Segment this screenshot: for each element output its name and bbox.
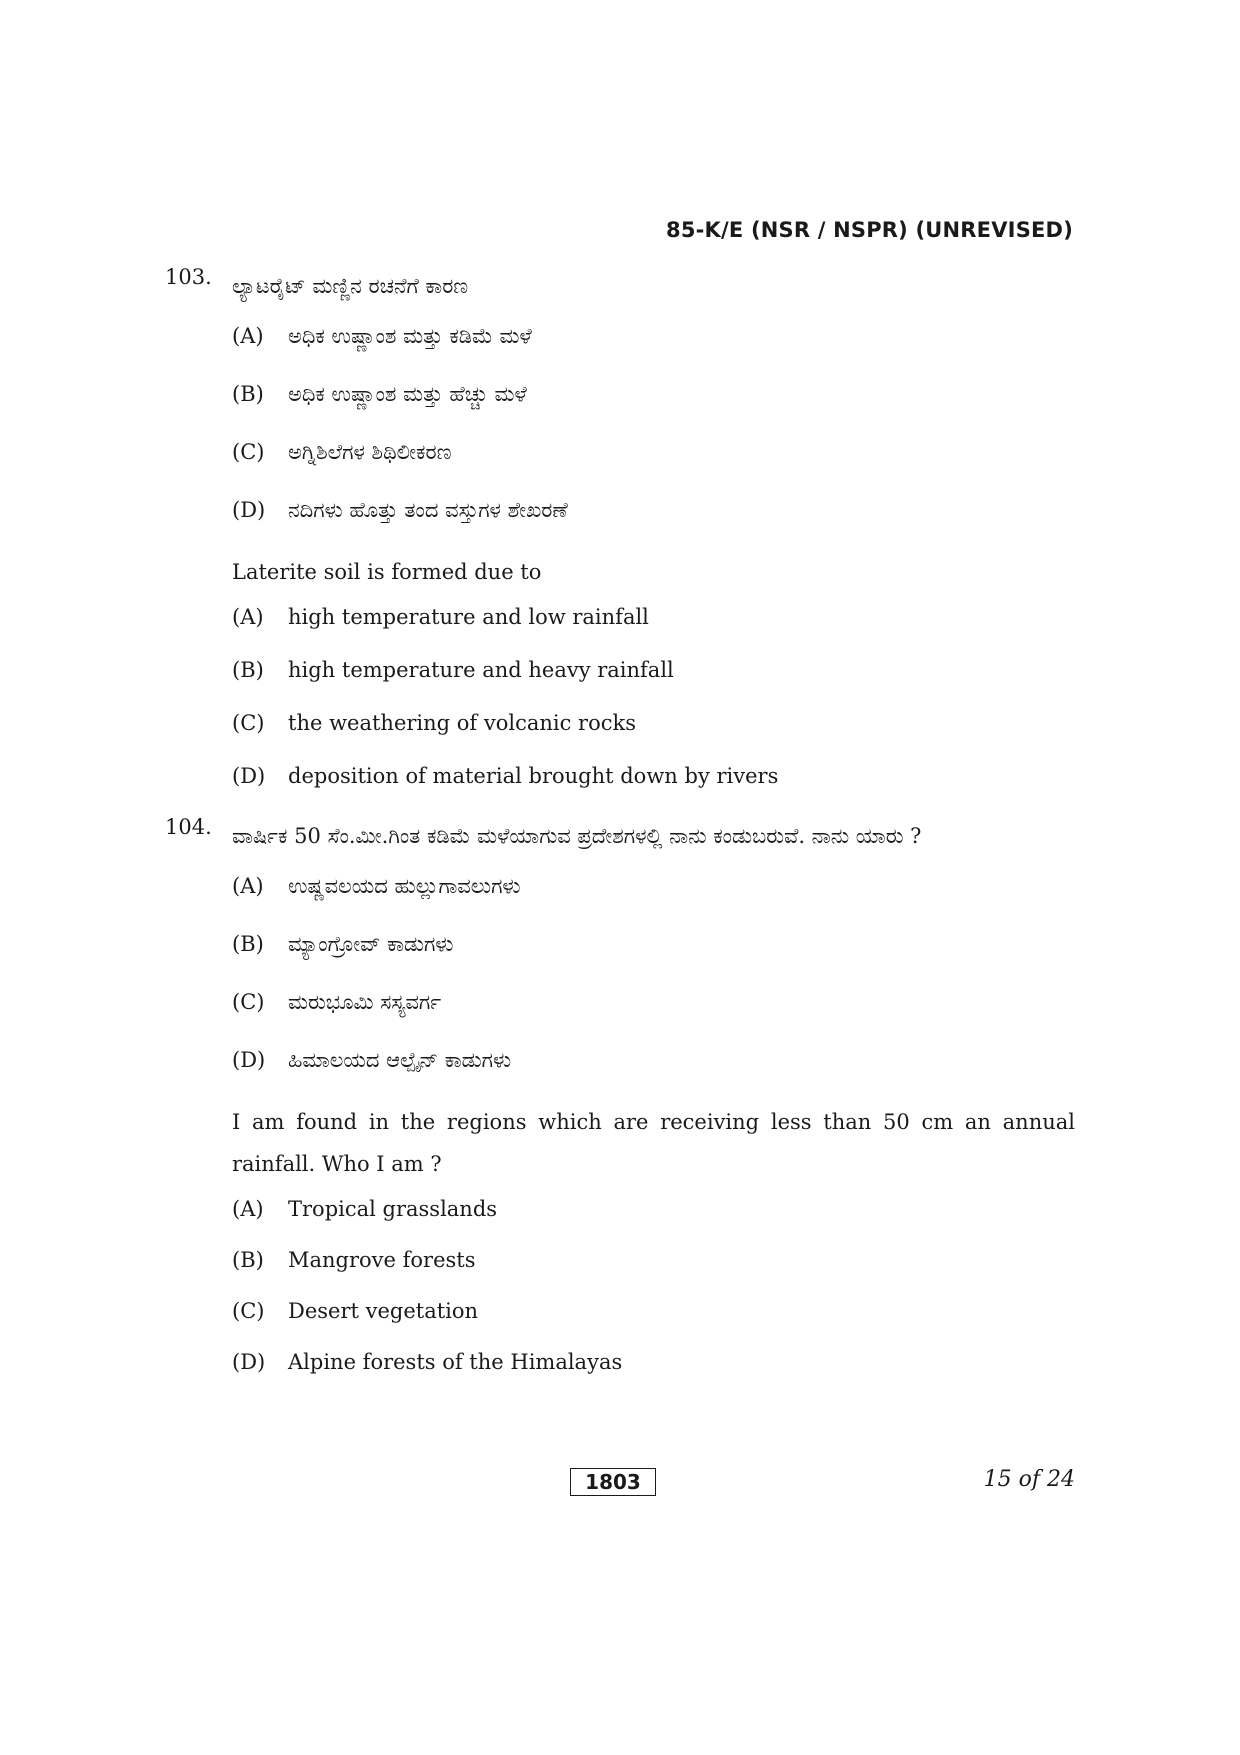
option-label: (A) xyxy=(232,874,264,898)
page-number: 15 of 24 xyxy=(983,1467,1075,1492)
option-c-kannada xyxy=(232,990,1075,1015)
option-label: (D) xyxy=(232,498,266,522)
option-label: (C) xyxy=(232,1299,265,1323)
paper-code-header: 85-K/E (NSR / NSPR) (UNREVISED) xyxy=(666,218,1073,242)
option-text: high temperature and heavy rainfall xyxy=(288,658,674,682)
option-text: Tropical grasslands xyxy=(288,1197,498,1221)
question-text-kannada: ಲ್ಯಾಟರೈಟ್ ಮಣ್ಣಿನ ರಚನೆಗೆ ಕಾರಣ xyxy=(232,274,469,298)
question-103 xyxy=(165,265,1075,788)
option-text: ಮ್ಯಾಂಗ್ರೋವ್ ಕಾಡುಗಳು xyxy=(288,932,454,956)
option-label: (A) xyxy=(232,1197,264,1221)
option-a-english xyxy=(232,1197,1075,1221)
option-c-english xyxy=(232,711,1075,735)
question-104 xyxy=(165,815,1075,1374)
option-text: Desert vegetation xyxy=(288,1299,479,1323)
option-label: (C) xyxy=(232,711,265,735)
question-text-english: I am found in the regions which are receiving less than 50 cm an annual rainfall. Who I am ? xyxy=(232,1110,1075,1176)
option-label: (D) xyxy=(232,1048,266,1072)
option-c-kannada xyxy=(232,440,1075,465)
option-text: ನದಿಗಳು ಹೊತ್ತು ತಂದ ವಸ್ತುಗಳ ಶೇಖರಣೆ xyxy=(288,498,568,522)
option-label: (B) xyxy=(232,382,264,406)
option-text: the weathering of volcanic rocks xyxy=(288,711,636,735)
option-text: high temperature and low rainfall xyxy=(288,605,649,629)
question-number: 104. xyxy=(165,815,212,839)
option-label: (C) xyxy=(232,440,265,464)
footer-paper-code: 1803 xyxy=(570,1468,656,1496)
option-text: Mangrove forests xyxy=(288,1248,476,1272)
option-b-kannada xyxy=(232,382,1075,407)
option-label: (D) xyxy=(232,764,266,788)
option-d-kannada xyxy=(232,498,1075,523)
option-text: deposition of material brought down by rivers xyxy=(288,764,779,788)
option-d-kannada xyxy=(232,1048,1075,1073)
option-text: ಅಧಿಕ ಉಷ್ಣಾಂಶ ಮತ್ತು ಹೆಚ್ಚು ಮಳೆ xyxy=(288,382,527,406)
question-text-english: Laterite soil is formed due to xyxy=(232,560,542,584)
option-a-english xyxy=(232,605,1075,629)
option-text: ಅಧಿಕ ಉಷ್ಣಾಂಶ ಮತ್ತು ಕಡಿಮೆ ಮಳೆ xyxy=(288,324,532,348)
option-label: (A) xyxy=(232,324,264,348)
option-b-english xyxy=(232,1248,1075,1272)
option-b-english xyxy=(232,658,1075,682)
option-label: (C) xyxy=(232,990,265,1014)
option-c-english xyxy=(232,1299,1075,1323)
option-b-kannada xyxy=(232,932,1075,957)
option-label: (B) xyxy=(232,658,264,682)
question-number: 103. xyxy=(165,265,212,289)
option-text: ಉಷ್ಣವಲಯದ ಹುಲ್ಲುಗಾವಲುಗಳು xyxy=(288,874,521,898)
option-a-kannada xyxy=(232,874,1075,899)
option-a-kannada xyxy=(232,324,1075,349)
option-text: ಮರುಭೂಮಿ ಸಸ್ಯವರ್ಗ xyxy=(288,990,442,1014)
option-d-english xyxy=(232,764,1075,788)
option-text: ಅಗ್ನಿಶಿಲೆಗಳ ಶಿಥಿಲೀಕರಣ xyxy=(288,440,452,464)
option-d-english xyxy=(232,1350,1075,1374)
option-text: Alpine forests of the Himalayas xyxy=(288,1350,623,1374)
option-label: (A) xyxy=(232,605,264,629)
question-text-kannada: ವಾರ್ಷಿಕ 50 ಸೆಂ.ಮೀ.ಗಿಂತ ಕಡಿಮೆ ಮಳೆಯಾಗುವ ಪ್ರದೇಶಗಳಲ್ಲಿ ನಾನು ಕಂಡುಬರುವೆ. ನಾನು ಯಾರು ? xyxy=(232,824,922,848)
option-label: (B) xyxy=(232,1248,264,1272)
option-text: ಹಿಮಾಲಯದ ಆಲ್ಪೈನ್ ಕಾಡುಗಳು xyxy=(288,1048,512,1072)
option-label: (D) xyxy=(232,1350,266,1374)
option-label: (B) xyxy=(232,932,264,956)
